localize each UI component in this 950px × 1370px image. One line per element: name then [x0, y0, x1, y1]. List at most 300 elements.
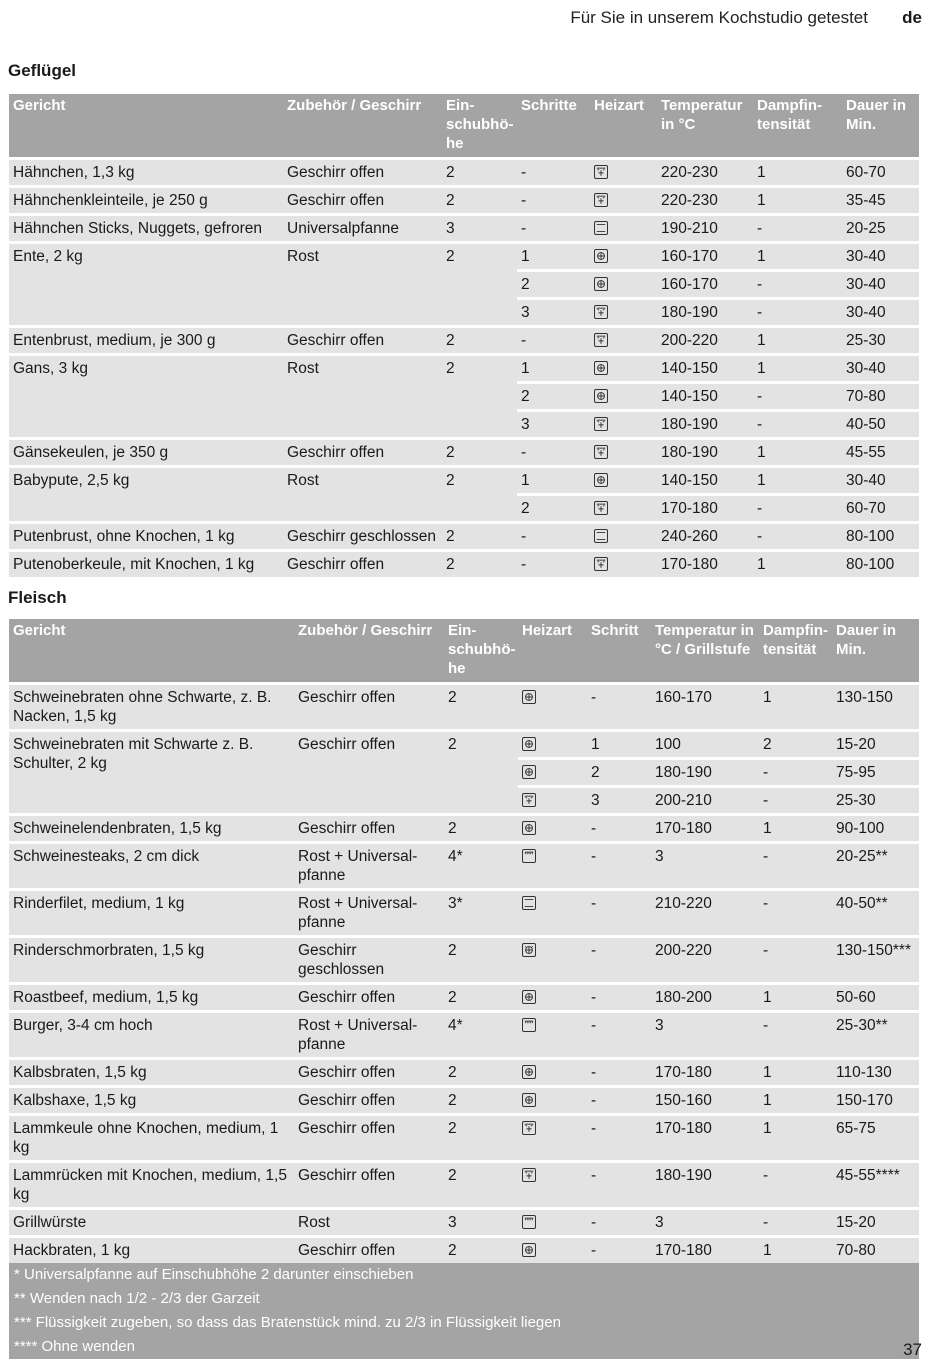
column-header: Dauer in Min.: [832, 619, 919, 682]
table-row: [9, 891, 919, 935]
hot-air-grill-icon: [594, 193, 608, 207]
table-row: [9, 938, 919, 982]
shelf-level-cell: 2: [444, 732, 518, 813]
accessory-cell: Geschirr offen: [283, 188, 442, 213]
heating-mode-cell: [590, 300, 657, 325]
temperature-cell: 180-190: [657, 412, 753, 437]
heating-mode-cell: [518, 938, 587, 982]
step-cell: -: [587, 985, 651, 1010]
heating-mode-cell: [590, 244, 657, 269]
temperature-cell: 170-180: [657, 496, 753, 521]
temperature-cell: 180-200: [651, 985, 759, 1010]
duration-cell: 30-40: [842, 468, 919, 493]
heating-mode-cell: [590, 188, 657, 213]
steam-intensity-cell: 1: [753, 468, 842, 493]
shelf-level-cell: 2: [442, 468, 517, 521]
step-cell: -: [587, 938, 651, 982]
steam-intensity-cell: 1: [753, 188, 842, 213]
heating-mode-cell: [518, 760, 587, 785]
duration-cell: 110-130: [832, 1060, 919, 1085]
heating-mode-cell: [590, 552, 657, 577]
table-row: [9, 244, 919, 269]
step-cell: 2: [517, 272, 590, 297]
table-row: [9, 1163, 919, 1207]
steam-intensity-cell: -: [753, 524, 842, 549]
shelf-level-cell: 3: [442, 216, 517, 241]
steam-intensity-cell: -: [753, 300, 842, 325]
accessory-cell: Geschirr offen: [294, 1088, 444, 1113]
heating-mode-cell: [590, 356, 657, 381]
heating-mode-cell: [590, 160, 657, 185]
dish-cell: Grillwürste: [9, 1210, 294, 1235]
dish-cell: Hähnchen Sticks, Nuggets, gefroren: [9, 216, 283, 241]
grill-icon: [522, 1018, 536, 1032]
step-cell: -: [587, 816, 651, 841]
steam-intensity-cell: -: [759, 891, 832, 935]
steam-intensity-cell: -: [759, 1013, 832, 1057]
temperature-cell: 140-150: [657, 468, 753, 493]
duration-cell: 35-45: [842, 188, 919, 213]
table-row: [9, 985, 919, 1010]
duration-cell: 30-40: [842, 244, 919, 269]
temperature-cell: 170-180: [657, 552, 753, 577]
top-bottom-icon: [594, 221, 608, 235]
hot-air-icon: [522, 1243, 536, 1257]
hot-air-icon: [522, 1065, 536, 1079]
shelf-level-cell: 2: [442, 188, 517, 213]
step-cell: 2: [517, 496, 590, 521]
dish-cell: Burger, 3-4 cm hoch: [9, 1013, 294, 1057]
temperature-cell: 170-180: [651, 1238, 759, 1263]
heating-mode-cell: [518, 844, 587, 888]
step-cell: -: [587, 1238, 651, 1263]
steam-intensity-cell: -: [759, 1210, 832, 1235]
step-cell: 2: [587, 760, 651, 785]
column-header: Schritte: [517, 94, 590, 157]
step-cell: 1: [517, 468, 590, 493]
heating-mode-cell: [518, 985, 587, 1010]
heating-mode-cell: [590, 440, 657, 465]
heating-mode-cell: [518, 685, 587, 729]
hot-air-grill-icon: [594, 445, 608, 459]
step-cell: -: [587, 1116, 651, 1160]
duration-cell: 25-30: [832, 788, 919, 813]
steam-intensity-cell: 2: [759, 732, 832, 757]
duration-cell: 150-170: [832, 1088, 919, 1113]
hot-air-icon: [522, 737, 536, 751]
heating-mode-cell: [590, 216, 657, 241]
column-header: Temperatur in °C / Grillstufe: [651, 619, 759, 682]
temperature-cell: 3: [651, 1210, 759, 1235]
steam-intensity-cell: -: [759, 844, 832, 888]
dish-cell: Schweinelendenbraten, 1,5 kg: [9, 816, 294, 841]
duration-cell: 20-25**: [832, 844, 919, 888]
temperature-cell: 240-260: [657, 524, 753, 549]
duration-cell: 25-30: [842, 328, 919, 353]
column-header: Dauer in Min.: [842, 94, 919, 157]
temperature-cell: 200-210: [651, 788, 759, 813]
shelf-level-cell: 2: [444, 1238, 518, 1263]
hot-air-icon: [594, 277, 608, 291]
accessory-cell: Universalpfanne: [283, 216, 442, 241]
heating-mode-cell: [518, 1060, 587, 1085]
table-row: [9, 188, 919, 213]
meat-table: [9, 616, 919, 1266]
temperature-cell: 100: [651, 732, 759, 757]
dish-cell: Roastbeef, medium, 1,5 kg: [9, 985, 294, 1010]
temperature-cell: 160-170: [651, 685, 759, 729]
duration-cell: 40-50**: [832, 891, 919, 935]
table-row: [9, 1013, 919, 1057]
heating-mode-cell: [518, 1013, 587, 1057]
column-header: Schritt: [587, 619, 651, 682]
dish-cell: Hackbraten, 1 kg: [9, 1238, 294, 1263]
temperature-cell: 220-230: [657, 160, 753, 185]
steam-intensity-cell: -: [753, 412, 842, 437]
steam-intensity-cell: 1: [753, 440, 842, 465]
steam-intensity-cell: 1: [753, 356, 842, 381]
accessory-cell: Geschirr offen: [294, 732, 444, 813]
step-cell: -: [517, 524, 590, 549]
heating-mode-cell: [518, 788, 587, 813]
section-title-poultry: Geflügel: [8, 61, 77, 80]
hot-air-grill-icon: [594, 417, 608, 431]
accessory-cell: Geschirr offen: [294, 1060, 444, 1085]
accessory-cell: Geschirr offen: [294, 685, 444, 729]
temperature-cell: 3: [651, 844, 759, 888]
temperature-cell: 220-230: [657, 188, 753, 213]
dish-cell: Hähnchen, 1,3 kg: [9, 160, 283, 185]
hot-air-grill-icon: [594, 165, 608, 179]
footnote: **** Ohne wenden: [14, 1338, 135, 1355]
step-cell: 3: [517, 412, 590, 437]
dish-cell: Entenbrust, medium, je 300 g: [9, 328, 283, 353]
heating-mode-cell: [590, 328, 657, 353]
column-header: Heizart: [590, 94, 657, 157]
accessory-cell: Rost: [283, 244, 442, 325]
steam-intensity-cell: -: [759, 788, 832, 813]
temperature-cell: 170-180: [651, 816, 759, 841]
temperature-cell: 180-190: [651, 1163, 759, 1207]
heating-mode-cell: [518, 732, 587, 757]
step-cell: 1: [517, 244, 590, 269]
heating-mode-cell: [590, 468, 657, 493]
dish-cell: Gans, 3 kg: [9, 356, 283, 437]
hot-air-icon: [594, 473, 608, 487]
duration-cell: 60-70: [842, 160, 919, 185]
grill-icon: [522, 849, 536, 863]
shelf-level-cell: 2: [444, 1163, 518, 1207]
hot-air-grill-icon: [522, 1168, 536, 1182]
duration-cell: 130-150***: [832, 938, 919, 982]
hot-air-icon: [522, 765, 536, 779]
hot-air-icon: [522, 990, 536, 1004]
shelf-level-cell: 2: [442, 552, 517, 577]
accessory-cell: Rost: [294, 1210, 444, 1235]
temperature-cell: 3: [651, 1013, 759, 1057]
hot-air-grill-icon: [522, 793, 536, 807]
heating-mode-cell: [590, 496, 657, 521]
heating-mode-cell: [518, 1163, 587, 1207]
duration-cell: 80-100: [842, 552, 919, 577]
temperature-cell: 190-210: [657, 216, 753, 241]
hot-air-grill-icon: [594, 501, 608, 515]
table-row: [9, 816, 919, 841]
duration-cell: 80-100: [842, 524, 919, 549]
column-header: Gericht: [9, 619, 294, 682]
step-cell: -: [517, 188, 590, 213]
duration-cell: 25-30**: [832, 1013, 919, 1057]
step-cell: -: [517, 160, 590, 185]
shelf-level-cell: 4*: [444, 844, 518, 888]
column-header: Zubehör / Geschirr: [294, 619, 444, 682]
step-cell: -: [587, 844, 651, 888]
dish-cell: Lammrücken mit Knochen, medium, 1,5 kg: [9, 1163, 294, 1207]
duration-cell: 50-60: [832, 985, 919, 1010]
steam-intensity-cell: -: [759, 760, 832, 785]
steam-intensity-cell: 1: [759, 985, 832, 1010]
steam-intensity-cell: -: [759, 938, 832, 982]
dish-cell: Kalbshaxe, 1,5 kg: [9, 1088, 294, 1113]
steam-intensity-cell: -: [753, 496, 842, 521]
top-bottom-icon: [594, 529, 608, 543]
hot-air-icon: [594, 361, 608, 375]
shelf-level-cell: 2: [444, 938, 518, 982]
duration-cell: 40-50: [842, 412, 919, 437]
duration-cell: 20-25: [842, 216, 919, 241]
footnote: *** Flüssigkeit zugeben, so dass das Bratenstück mind. zu 2/3 in Flüssigkeit liegen: [14, 1314, 561, 1331]
heating-mode-cell: [518, 1116, 587, 1160]
heating-mode-cell: [518, 1210, 587, 1235]
temperature-cell: 180-190: [657, 300, 753, 325]
accessory-cell: Rost + Universal-pfanne: [294, 1013, 444, 1057]
step-cell: -: [517, 216, 590, 241]
shelf-level-cell: 2: [442, 328, 517, 353]
step-cell: -: [517, 440, 590, 465]
duration-cell: 65-75: [832, 1116, 919, 1160]
dish-cell: Rinderfilet, medium, 1 kg: [9, 891, 294, 935]
heating-mode-cell: [518, 1238, 587, 1263]
column-header: Temperatur in °C: [657, 94, 753, 157]
table-row: [9, 1116, 919, 1160]
accessory-cell: Geschirr offen: [294, 1163, 444, 1207]
shelf-level-cell: 3: [444, 1210, 518, 1235]
steam-intensity-cell: 1: [759, 685, 832, 729]
dish-cell: Schweinebraten ohne Schwarte, z. B. Nacken, 1,5 kg: [9, 685, 294, 729]
step-cell: -: [587, 685, 651, 729]
accessory-cell: Geschirr offen: [283, 328, 442, 353]
steam-intensity-cell: 1: [759, 816, 832, 841]
step-cell: -: [517, 328, 590, 353]
temperature-cell: 180-190: [657, 440, 753, 465]
dish-cell: Ente, 2 kg: [9, 244, 283, 325]
steam-intensity-cell: 1: [759, 1116, 832, 1160]
footnote: ** Wenden nach 1/2 - 2/3 der Garzeit: [14, 1290, 260, 1307]
duration-cell: 15-20: [832, 1210, 919, 1235]
hot-air-grill-icon: [594, 333, 608, 347]
accessory-cell: Rost + Universal-pfanne: [294, 844, 444, 888]
temperature-cell: 170-180: [651, 1060, 759, 1085]
dish-cell: Schweinesteaks, 2 cm dick: [9, 844, 294, 888]
temperature-cell: 160-170: [657, 244, 753, 269]
table-header-row: [9, 94, 919, 157]
dish-cell: Gänsekeulen, je 350 g: [9, 440, 283, 465]
top-bottom-icon: [522, 896, 536, 910]
poultry-table: [9, 91, 919, 580]
shelf-level-cell: 2: [442, 244, 517, 325]
step-cell: 1: [517, 356, 590, 381]
table-row: [9, 216, 919, 241]
column-header: Gericht: [9, 94, 283, 157]
table-row: [9, 685, 919, 729]
dish-cell: Putenoberkeule, mit Knochen, 1 kg: [9, 552, 283, 577]
duration-cell: 70-80: [832, 1238, 919, 1263]
page-number: 37: [903, 1340, 922, 1359]
steam-intensity-cell: -: [753, 216, 842, 241]
table-row: [9, 440, 919, 465]
hot-air-grill-icon: [594, 305, 608, 319]
heating-mode-cell: [590, 272, 657, 297]
language-code: de: [902, 8, 922, 27]
accessory-cell: Rost: [283, 468, 442, 521]
step-cell: -: [517, 552, 590, 577]
dish-cell: Rinderschmorbraten, 1,5 kg: [9, 938, 294, 982]
heating-mode-cell: [590, 384, 657, 409]
table-row: [9, 328, 919, 353]
heating-mode-cell: [590, 412, 657, 437]
header-title: Für Sie in unserem Kochstudio getestet: [570, 8, 868, 27]
dish-cell: Lammkeule ohne Knochen, medium, 1 kg: [9, 1116, 294, 1160]
heating-mode-cell: [590, 524, 657, 549]
accessory-cell: Rost: [283, 356, 442, 437]
column-header: Dampfin- tensität: [759, 619, 832, 682]
accessory-cell: Geschirr geschlossen: [294, 938, 444, 982]
step-cell: -: [587, 1060, 651, 1085]
hot-air-eco-icon: [522, 943, 536, 957]
table-row: [9, 552, 919, 577]
shelf-level-cell: 2: [444, 685, 518, 729]
temperature-cell: 200-220: [657, 328, 753, 353]
accessory-cell: Geschirr offen: [294, 1116, 444, 1160]
footnotes: [9, 1263, 919, 1359]
duration-cell: 130-150: [832, 685, 919, 729]
temperature-cell: 160-170: [657, 272, 753, 297]
table-row: [9, 524, 919, 549]
temperature-cell: 180-190: [651, 760, 759, 785]
shelf-level-cell: 2: [444, 816, 518, 841]
temperature-cell: 170-180: [651, 1116, 759, 1160]
table-row: [9, 844, 919, 888]
hot-air-grill-icon: [522, 1121, 536, 1135]
steam-intensity-cell: 1: [753, 244, 842, 269]
heating-mode-cell: [518, 816, 587, 841]
accessory-cell: Geschirr offen: [283, 552, 442, 577]
footnote: * Universalpfanne auf Einschubhöhe 2 darunter einschieben: [14, 1266, 414, 1283]
step-cell: -: [587, 1088, 651, 1113]
hot-air-grill-icon: [594, 557, 608, 571]
hot-air-icon: [522, 690, 536, 704]
duration-cell: 45-55****: [832, 1163, 919, 1207]
table-header-row: [9, 619, 919, 682]
step-cell: -: [587, 891, 651, 935]
column-header: Zubehör / Geschirr: [283, 94, 442, 157]
heating-mode-cell: [518, 891, 587, 935]
step-cell: 2: [517, 384, 590, 409]
table-row: [9, 732, 919, 757]
accessory-cell: Geschirr geschlossen: [283, 524, 442, 549]
column-header: Heizart: [518, 619, 587, 682]
steam-intensity-cell: 1: [753, 328, 842, 353]
shelf-level-cell: 4*: [444, 1013, 518, 1057]
duration-cell: 15-20: [832, 732, 919, 757]
shelf-level-cell: 2: [442, 356, 517, 437]
accessory-cell: Geschirr offen: [283, 160, 442, 185]
steam-intensity-cell: 1: [753, 160, 842, 185]
page-header: [0, 8, 950, 30]
steam-intensity-cell: -: [753, 384, 842, 409]
steam-intensity-cell: -: [753, 272, 842, 297]
table-row: [9, 1088, 919, 1113]
shelf-level-cell: 2: [444, 1060, 518, 1085]
shelf-level-cell: 2: [444, 985, 518, 1010]
shelf-level-cell: 2: [444, 1088, 518, 1113]
dish-cell: Schweinebraten mit Schwarte z. B. Schulter, 2 kg: [9, 732, 294, 813]
steam-intensity-cell: 1: [759, 1060, 832, 1085]
accessory-cell: Geschirr offen: [294, 816, 444, 841]
accessory-cell: Rost + Universal-pfanne: [294, 891, 444, 935]
hot-air-icon: [522, 821, 536, 835]
accessory-cell: Geschirr offen: [294, 1238, 444, 1263]
grill-icon: [522, 1215, 536, 1229]
temperature-cell: 200-220: [651, 938, 759, 982]
step-cell: 1: [587, 732, 651, 757]
shelf-level-cell: 2: [442, 160, 517, 185]
section-title-meat: Fleisch: [8, 588, 67, 607]
duration-cell: 60-70: [842, 496, 919, 521]
duration-cell: 30-40: [842, 300, 919, 325]
duration-cell: 30-40: [842, 356, 919, 381]
dish-cell: Hähnchenkleinteile, je 250 g: [9, 188, 283, 213]
column-header: Dampfin- tensität: [753, 94, 842, 157]
dish-cell: Babypute, 2,5 kg: [9, 468, 283, 521]
heating-mode-cell: [518, 1088, 587, 1113]
steam-intensity-cell: -: [759, 1163, 832, 1207]
column-header: Ein- schubhö- he: [444, 619, 518, 682]
duration-cell: 90-100: [832, 816, 919, 841]
temperature-cell: 140-150: [657, 356, 753, 381]
steam-intensity-cell: 1: [759, 1238, 832, 1263]
table-row: [9, 160, 919, 185]
table-row: [9, 468, 919, 493]
table-row: [9, 1238, 919, 1263]
duration-cell: 45-55: [842, 440, 919, 465]
duration-cell: 75-95: [832, 760, 919, 785]
step-cell: 3: [587, 788, 651, 813]
shelf-level-cell: 2: [444, 1116, 518, 1160]
step-cell: 3: [517, 300, 590, 325]
steam-intensity-cell: 1: [759, 1088, 832, 1113]
duration-cell: 30-40: [842, 272, 919, 297]
dish-cell: Putenbrust, ohne Knochen, 1 kg: [9, 524, 283, 549]
duration-cell: 70-80: [842, 384, 919, 409]
table-row: [9, 1060, 919, 1085]
hot-air-icon: [594, 249, 608, 263]
temperature-cell: 210-220: [651, 891, 759, 935]
accessory-cell: Geschirr offen: [294, 985, 444, 1010]
column-header: Ein- schubhö- he: [442, 94, 517, 157]
steam-intensity-cell: 1: [753, 552, 842, 577]
step-cell: -: [587, 1210, 651, 1235]
